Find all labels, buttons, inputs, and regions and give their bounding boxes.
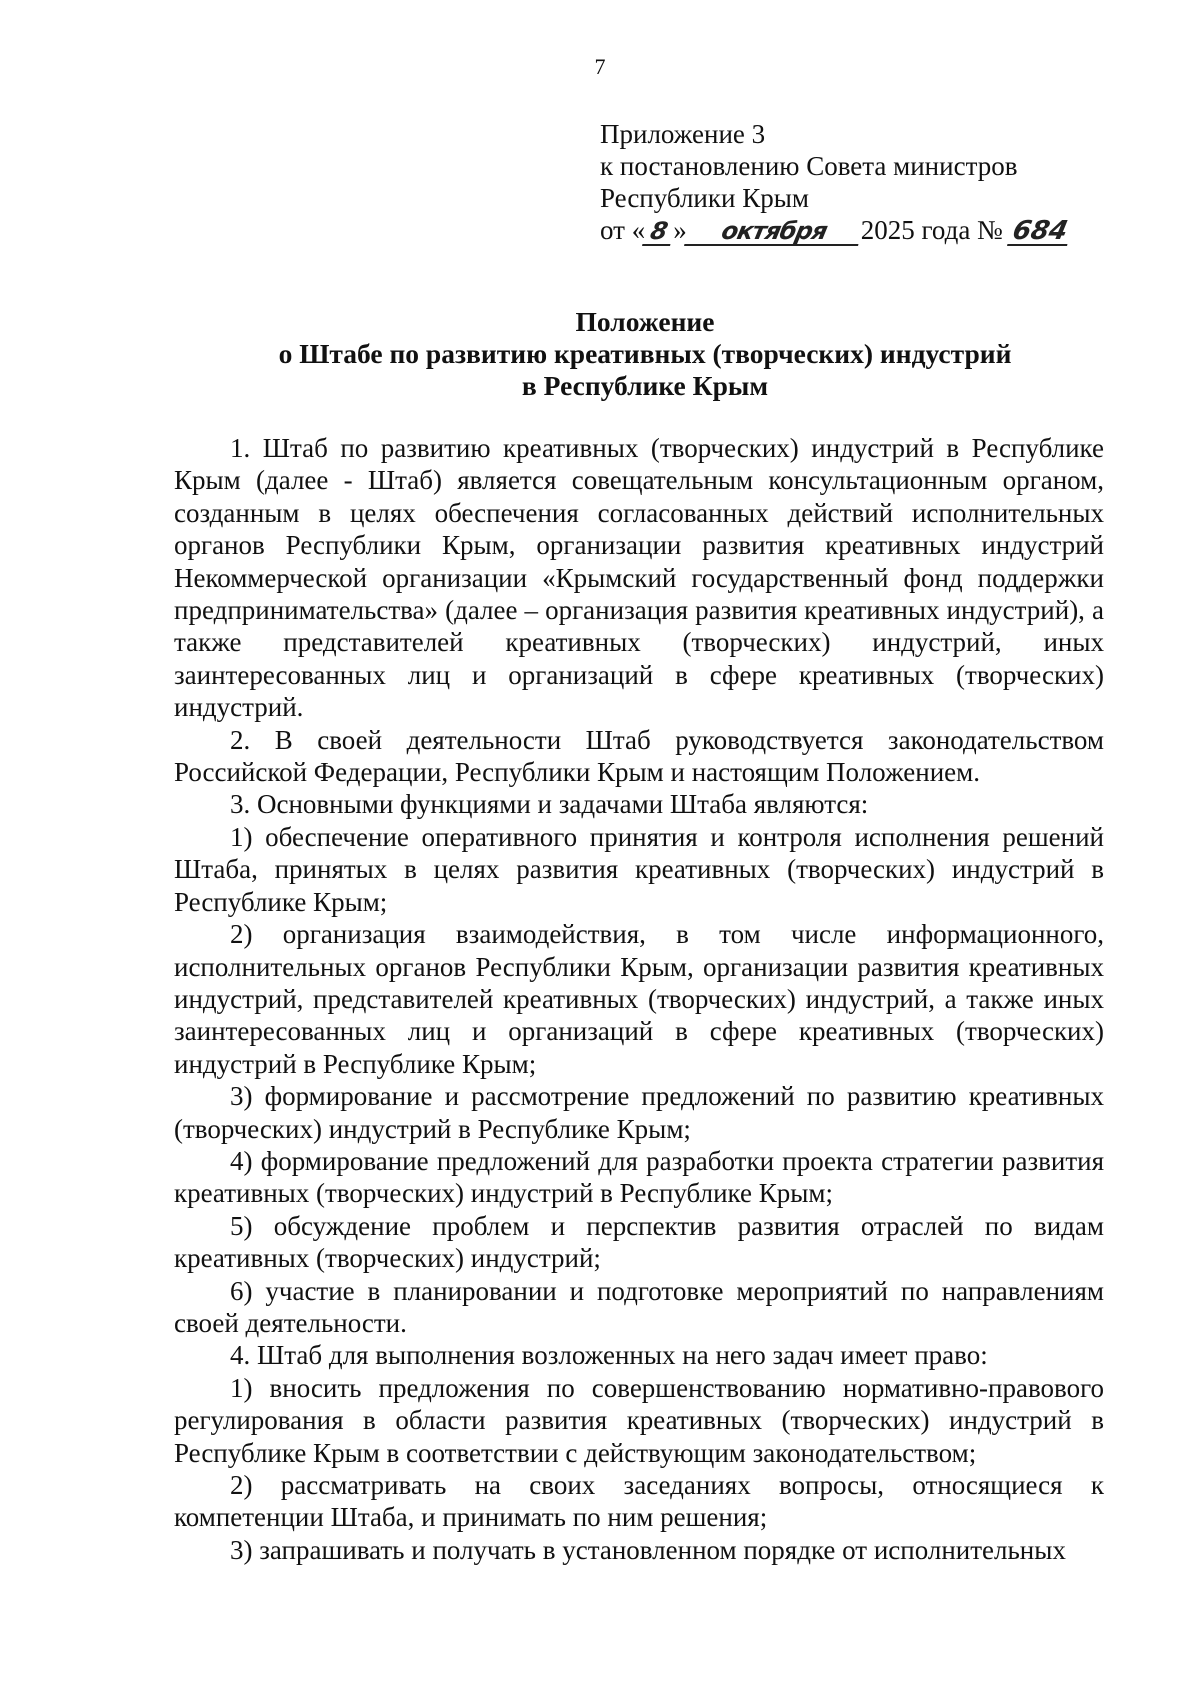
paragraph: 6) участие в планировании и подготовке мероприятий по направлениям своей деятельности. [174, 1275, 1104, 1338]
title-line-3: в Республике Крым [521, 370, 769, 401]
date-year-text: 2025 года № [860, 215, 1003, 245]
paragraph: 1) обеспечение оперативного принятия и контроля исполнения решений Штаба, принятых в целях развития креативных (творческих) индустрий в Республике Крым; [174, 821, 1104, 917]
document-title [0, 306, 1200, 402]
paragraph: 2) организация взаимодействия, в том числе информационного, исполнительных органов Республики Крым, организации развития креативных индустрий, представителей креативных (творческих) индустрий, а также иных заинтересованных лиц и организаций в сфере креативных (творческих) индустрий в Республике Крым; [174, 919, 1104, 1079]
paragraph: 4. Штаб для выполнения возложенных на него задач имеет право: [230, 1340, 988, 1371]
paragraph: 4) формирование предложений для разработки проекта стратегии развития креативных (творческих) индустрий в Республике Крым; [174, 1145, 1104, 1209]
appendix-block [600, 118, 1070, 246]
paragraph: 3) запрашивать и получать в установленном порядке от исполнительных [230, 1534, 1066, 1565]
date-mid: » [673, 215, 687, 245]
paragraph: 3) формирование и рассмотрение предложений по развитию креативных (творческих) индустрий в Республике Крым; [174, 1081, 1104, 1144]
document-body [174, 432, 1104, 1566]
paragraph: 5) обсуждение проблем и перспектив развития отраслей по видам креативных (творческих) индустрий; [174, 1210, 1104, 1274]
paragraph: 1. Штаб по развитию креативных (творческих) индустрий в Республике Крым (далее - Штаб) является совещательным консультационным органом, созданным в целях обеспечения согласованных действий исполнительных органов Республики Крым, организации развития креативных индустрий Некоммерческой организации «Крымский государственный фонд поддержки предпринимательства» (далее – организация развития креативных индустрий), а также представителей креативных (творческих) индустрий, иных заинтересованных лиц и организаций в сфере креативных (творческих) индустрий. [174, 433, 1104, 723]
title-line-1: Положение [575, 306, 715, 337]
appendix-line-2: к постановлению Совета министров [600, 151, 1018, 181]
paragraph: 3. Основными функциями и задачами Штаба являются: [230, 789, 869, 820]
handwritten-day: 8 [642, 218, 676, 246]
appendix-date-line [600, 214, 1070, 246]
appendix-line-1: Приложение 3 [600, 119, 766, 149]
paragraph: 2. В своей деятельности Штаб руководствуется законодательством Российской Федерации, Республики Крым и настоящим Положением. [174, 724, 1104, 788]
paragraph: 2) рассматривать на своих заседаниях вопросы, относящиеся к компетенции Штаба, и принимать по ним решения; [174, 1470, 1104, 1533]
handwritten-number: 684 [1007, 218, 1073, 246]
page-number: 7 [594, 54, 606, 79]
title-line-2: о Штабе по развитию креативных (творческих) индустрий [278, 338, 1012, 369]
paragraph: 1) вносить предложения по совершенствованию нормативно-правового регулирования в области развития креативных (творческих) индустрий в Республике Крым в соответствии с действующим законодательством; [174, 1372, 1104, 1468]
appendix-line-3: Республики Крым [600, 183, 809, 213]
handwritten-month: октября [684, 218, 864, 246]
date-prefix: от « [600, 215, 646, 245]
